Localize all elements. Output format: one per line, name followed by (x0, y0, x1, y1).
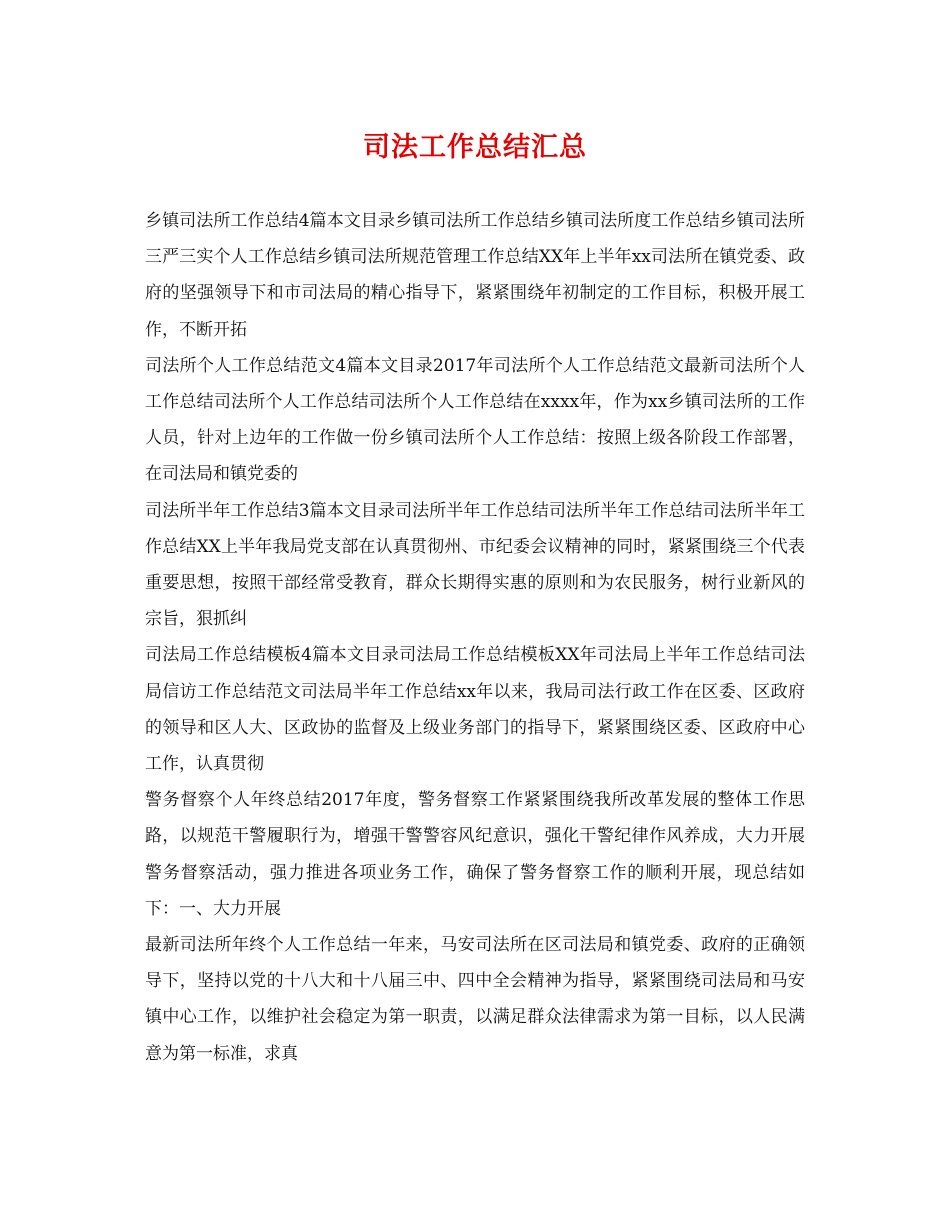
document-body (145, 203, 805, 1072)
paragraph-5: 警务督察个人年终总结2017年度，警务督察工作紧紧围绕我所改革发展的整体工作思路，以规范干警履职行为，增强干警警容风纪意识，强化干警纪律作风养成，大力开展警务督察活动，强力推进各项业务工作，确保了警务督察工作的顺利开展，现总结如下：一、大力开展 (145, 790, 805, 919)
paragraph-6: 最新司法所年终个人工作总结一年来，马安司法所在区司法局和镇党委、政府的正确领导下，坚持以党的十八大和十八届三中、四中全会精神为指导，紧紧围绕司法局和马安镇中心工作，以维护社会稳定为第一职责，以满足群众法律需求为第一目标，以人民满意为第一标准，求真 (145, 935, 805, 1064)
paragraph-2: 司法所个人工作总结范文4篇本文目录2017年司法所个人工作总结范文最新司法所个人工作总结司法所个人工作总结司法所个人工作总结在xxxx年，作为xx乡镇司法所的工作人员，针对上边年的工作做一份乡镇司法所个人工作总结：按照上级各阶段工作部署，在司法局和镇党委的 (145, 355, 805, 485)
paragraph-1: 乡镇司法所工作总结4篇本文目录乡镇司法所工作总结乡镇司法所度工作总结乡镇司法所三严三实个人工作总结乡镇司法所规范管理工作总结XX年上半年xx司法所在镇党委、政府的坚强领导下和市司法局的精心指导下，紧紧围绕年初制定的工作目标，积极开展工作，不断开拓 (145, 211, 805, 340)
paragraph-4: 司法局工作总结模板4篇本文目录司法局工作总结模板XX年司法局上半年工作总结司法局信访工作总结范文司法局半年工作总结xx年以来，我局司法行政工作在区委、区政府的领导和区人大、区政协的监督及上级业务部门的指导下，紧紧围绕区委、区政府中心工作，认真贯彻 (145, 645, 805, 775)
document-title: 司法工作总结汇总 (363, 132, 587, 163)
paragraph-3: 司法所半年工作总结3篇本文目录司法所半年工作总结司法所半年工作总结司法所半年工作总结XX上半年我局党支部在认真贯彻州、市纪委会议精神的同时，紧紧围绕三个代表重要思想，按照干部经常受教育，群众长期得实惠的原则和为农民服务，树行业新风的宗旨，狠抓纠 (145, 500, 805, 630)
